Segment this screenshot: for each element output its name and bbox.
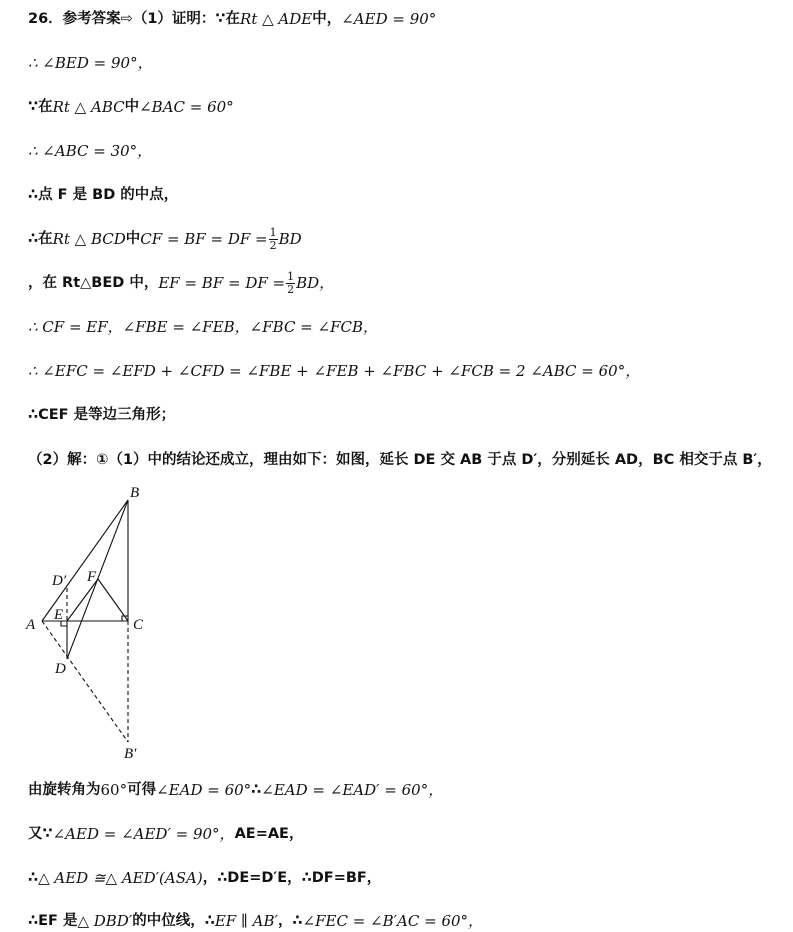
text-line	[28, 910, 483, 932]
text-line	[28, 404, 175, 426]
text-line	[28, 225, 302, 252]
math-expression: BD	[278, 230, 302, 248]
text-line	[28, 140, 152, 162]
segment-AB'-dashed	[42, 621, 128, 742]
math-expression: 60°	[100, 781, 128, 799]
text-segment: 26．参考答案	[28, 11, 121, 27]
text-segment: ∵在	[28, 99, 53, 115]
text-segment: ⇨	[120, 11, 133, 27]
text-segment: AE=AE，	[234, 826, 304, 842]
text-line	[28, 449, 772, 471]
math-expression: ∠EAD = ∠EAD′ = 60°，	[261, 781, 444, 799]
math-expression: EF ∥ AB′	[214, 912, 278, 930]
math-expression: Rt △ ADE	[240, 10, 313, 28]
label-B: B	[130, 485, 140, 501]
text-segment: （2）解：①（1）中的结论还成立，理由如下：如图，延长 DE 交 AB 于点 D′，分别延长 AD，BC 相交于点 B′，	[28, 452, 772, 468]
label-E: E	[54, 607, 64, 623]
math-expression: Rt △ ABC	[52, 98, 125, 116]
text-line	[28, 96, 234, 118]
text-segment: ，在 Rt△BED 中，	[28, 275, 159, 291]
text-segment: ∴EF 是	[28, 913, 78, 929]
fraction-denominator: 2	[269, 238, 277, 252]
text-line	[28, 269, 335, 296]
text-line	[28, 184, 178, 206]
geometry-diagram	[0, 470, 200, 770]
text-segment: 中，	[312, 11, 342, 27]
math-expression: EF = BF = DF =	[158, 274, 286, 292]
text-segment: ，∴	[277, 913, 303, 929]
math-expression: ∴ ∠BED = 90°，	[28, 54, 153, 72]
math-expression: BD，	[296, 274, 335, 292]
text-segment: 中	[125, 231, 141, 247]
fraction-denominator: 2	[287, 282, 295, 296]
text-line	[28, 823, 303, 845]
text-segment: ∴在	[28, 231, 53, 247]
math-expression: ∠AED = 90°	[341, 10, 437, 28]
label-C: C	[133, 617, 144, 633]
text-line	[28, 8, 436, 30]
text-segment: 的中位线，∴	[132, 913, 215, 929]
text-segment: ，∴DE=D′E，∴DF=BF，	[202, 870, 382, 886]
label-B-prime: B′	[124, 746, 137, 762]
label-D: D	[55, 661, 66, 677]
text-segment: 中	[124, 99, 140, 115]
fraction-numerator: 1	[287, 269, 295, 283]
text-segment: ∴	[28, 870, 39, 886]
label-F: F	[87, 569, 97, 585]
text-line	[28, 316, 378, 338]
text-line	[28, 360, 640, 382]
math-expression: △ AED ≅△ AED′(ASA)	[38, 869, 203, 887]
text-segment: 可得	[127, 782, 157, 798]
text-line	[28, 867, 381, 889]
text-segment: 又∵	[28, 826, 53, 842]
math-expression: Rt △ BCD	[52, 230, 126, 248]
math-expression: ∠BAC = 60°	[139, 98, 234, 116]
math-expression: △ DBD′	[77, 912, 133, 930]
math-expression: ∴ ∠EFC = ∠EFD + ∠CFD = ∠FBE + ∠FEB + ∠FBC + ∠FCB = 2 ∠ABC = 60°，	[28, 362, 641, 380]
text-line	[28, 779, 443, 801]
math-expression: ∴ CF = EF，∠FBE = ∠FEB，∠FBC = ∠FCB，	[28, 318, 378, 336]
segment-FC	[98, 579, 128, 621]
math-expression: CF = BF = DF =	[140, 230, 268, 248]
label-D-prime: D′	[52, 573, 67, 589]
fraction	[286, 271, 295, 296]
text-segment: 由旋转角为	[28, 782, 101, 798]
math-expression: ∠FEC = ∠B′AC = 60°，	[302, 912, 484, 930]
text-line	[28, 52, 153, 74]
text-segment: ∴CEF 是等边三角形；	[28, 407, 176, 423]
text-segment: ∴	[251, 782, 262, 798]
math-expression: ∴ ∠ABC = 30°，	[28, 142, 153, 160]
math-expression: ∠AED = ∠AED′ = 90°，	[52, 825, 235, 843]
math-expression: ∠EAD = 60°	[156, 781, 252, 799]
fraction-numerator: 1	[269, 225, 277, 239]
text-segment: （1）证明：∵在	[132, 11, 241, 27]
fraction	[269, 227, 278, 252]
segment-EF	[67, 579, 98, 621]
label-A: A	[26, 617, 36, 633]
text-segment: ∴点 F 是 BD 的中点，	[28, 187, 179, 203]
